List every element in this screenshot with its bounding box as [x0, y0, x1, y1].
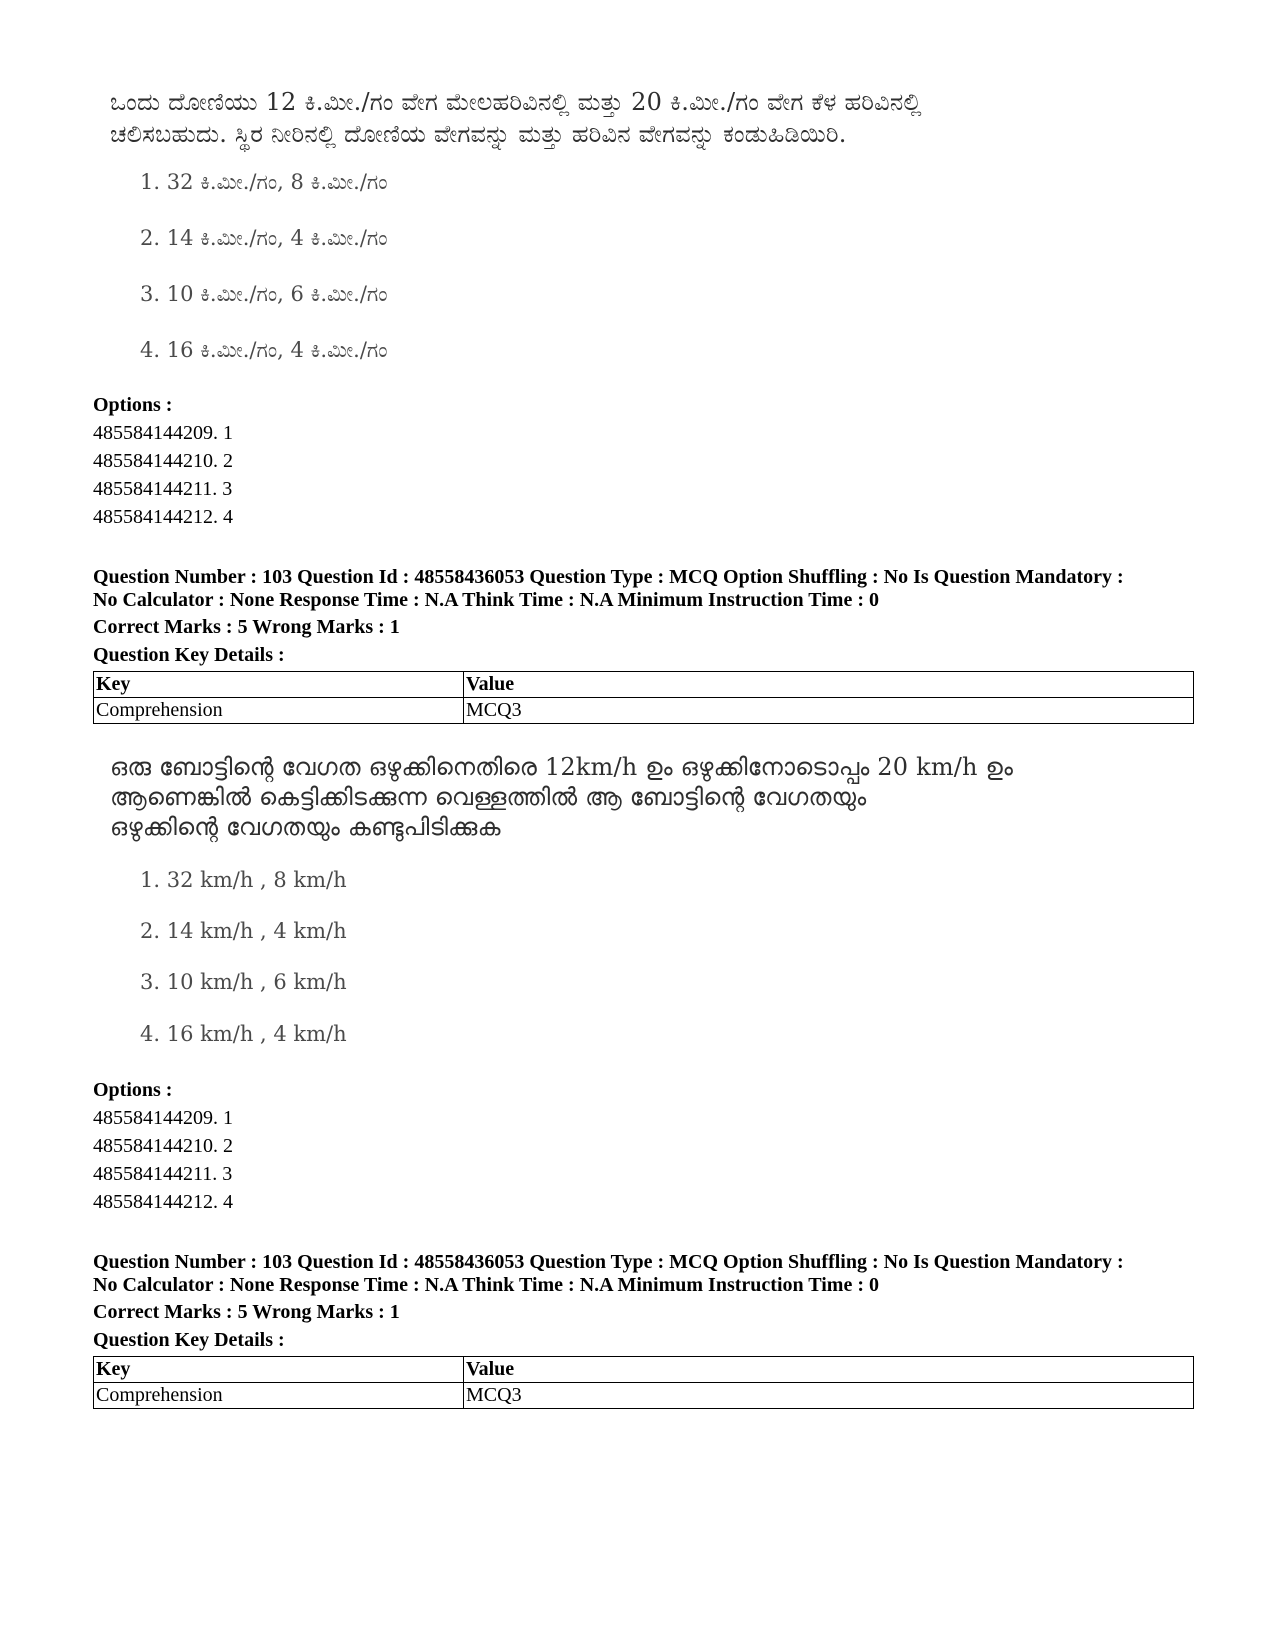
- question-stem: [110, 86, 1160, 150]
- options-header: Options :: [93, 394, 173, 416]
- key-details-label: Question Key Details :: [93, 1329, 285, 1351]
- question-image-malayalam: [110, 752, 1160, 1052]
- stem-line: ആണെങ്കിൽ കെട്ടിക്കിടക്കുന്ന വെള്ളത്തിൽ ആ ബോട്ടിന്റെ വേഗതയും: [110, 783, 867, 811]
- table-header-cell: Key: [94, 1357, 464, 1383]
- table-header-cell: Value: [464, 672, 1194, 698]
- option-item: 485584144211. 3: [93, 478, 233, 500]
- choice-3: 3. 10 km/h , 6 km/h: [140, 970, 347, 994]
- table-header-cell: Value: [464, 1357, 1194, 1383]
- choice-2: 2. 14 km/h , 4 km/h: [140, 919, 347, 943]
- option-item: 485584144209. 1: [93, 422, 233, 444]
- table-cell: MCQ3: [464, 1383, 1194, 1409]
- marks-line: Correct Marks : 5 Wrong Marks : 1: [93, 616, 400, 638]
- question-stem: [110, 752, 1160, 842]
- choice-3: 3. 10 ಕಿ.ಮೀ./ಗಂ, 6 ಕಿ.ಮೀ./ಗಂ: [140, 282, 388, 306]
- question-meta: [93, 1251, 1193, 1297]
- meta-line: No Calculator : None Response Time : N.A Think Time : N.A Minimum Instruction Time : 0: [93, 1274, 879, 1296]
- meta-line: Question Number : 103 Question Id : 48558436053 Question Type : MCQ Option Shuffling : No Is Question Mandatory :: [93, 566, 1124, 588]
- stem-line: ഒരു ബോട്ടിന്റെ വേഗത ഒഴുക്കിനെതിരെ 12km/h ഉം ഒഴുക്കിനോടൊപ്പം 20 km/h ഉം: [110, 753, 1014, 781]
- table-row: [94, 1383, 1194, 1409]
- table-header-cell: Key: [94, 672, 464, 698]
- option-item: 485584144209. 1: [93, 1107, 233, 1129]
- option-item: 485584144210. 2: [93, 450, 233, 472]
- key-value-table: [93, 671, 1194, 724]
- choice-4: 4. 16 ಕಿ.ಮೀ./ಗಂ, 4 ಕಿ.ಮೀ./ಗಂ: [140, 338, 388, 362]
- marks-line: Correct Marks : 5 Wrong Marks : 1: [93, 1301, 400, 1323]
- option-item: 485584144212. 4: [93, 1191, 233, 1213]
- stem-line: ഒഴുക്കിന്റെ വേഗതയും കണ്ടുപിടിക്കുക: [110, 813, 501, 841]
- table-header-row: [94, 1357, 1194, 1383]
- table-row: [94, 698, 1194, 724]
- option-item: 485584144210. 2: [93, 1135, 233, 1157]
- options-list: [93, 391, 233, 531]
- choice-1: 1. 32 ಕಿ.ಮೀ./ಗಂ, 8 ಕಿ.ಮೀ./ಗಂ: [140, 170, 388, 194]
- question-image-kannada: [110, 86, 1160, 376]
- option-item: 485584144211. 3: [93, 1163, 233, 1185]
- stem-line: ಒಂದು ದೋಣಿಯು 12 ಕಿ.ಮೀ./ಗಂ ವೇಗ ಮೇಲಹರಿವಿನಲ್ಲಿ ಮತ್ತು 20 ಕಿ.ಮೀ./ಗಂ ವೇಗ ಕೆಳ ಹರಿವಿನಲ್ಲಿ: [110, 88, 922, 116]
- option-item: 485584144212. 4: [93, 506, 233, 528]
- options-header: Options :: [93, 1079, 173, 1101]
- choice-1: 1. 32 km/h , 8 km/h: [140, 868, 347, 892]
- question-meta: [93, 566, 1193, 612]
- key-value-table: [93, 1356, 1194, 1409]
- table-cell: Comprehension: [94, 1383, 464, 1409]
- table-cell: MCQ3: [464, 698, 1194, 724]
- meta-line: No Calculator : None Response Time : N.A Think Time : N.A Minimum Instruction Time : 0: [93, 589, 879, 611]
- choice-2: 2. 14 ಕಿ.ಮೀ./ಗಂ, 4 ಕಿ.ಮೀ./ಗಂ: [140, 226, 388, 250]
- key-details-label: Question Key Details :: [93, 644, 285, 666]
- table-header-row: [94, 672, 1194, 698]
- meta-line: Question Number : 103 Question Id : 48558436053 Question Type : MCQ Option Shuffling : No Is Question Mandatory :: [93, 1251, 1124, 1273]
- table-cell: Comprehension: [94, 698, 464, 724]
- stem-line: ಚಲಿಸಬಹುದು. ಸ್ಥಿರ ನೀರಿನಲ್ಲಿ ದೋಣಿಯ ವೇಗವನ್ನು ಮತ್ತು ಹರಿವಿನ ವೇಗವನ್ನು ಕಂಡುಹಿಡಿಯಿರಿ.: [110, 120, 847, 148]
- options-list: [93, 1076, 233, 1216]
- choice-4: 4. 16 km/h , 4 km/h: [140, 1022, 347, 1046]
